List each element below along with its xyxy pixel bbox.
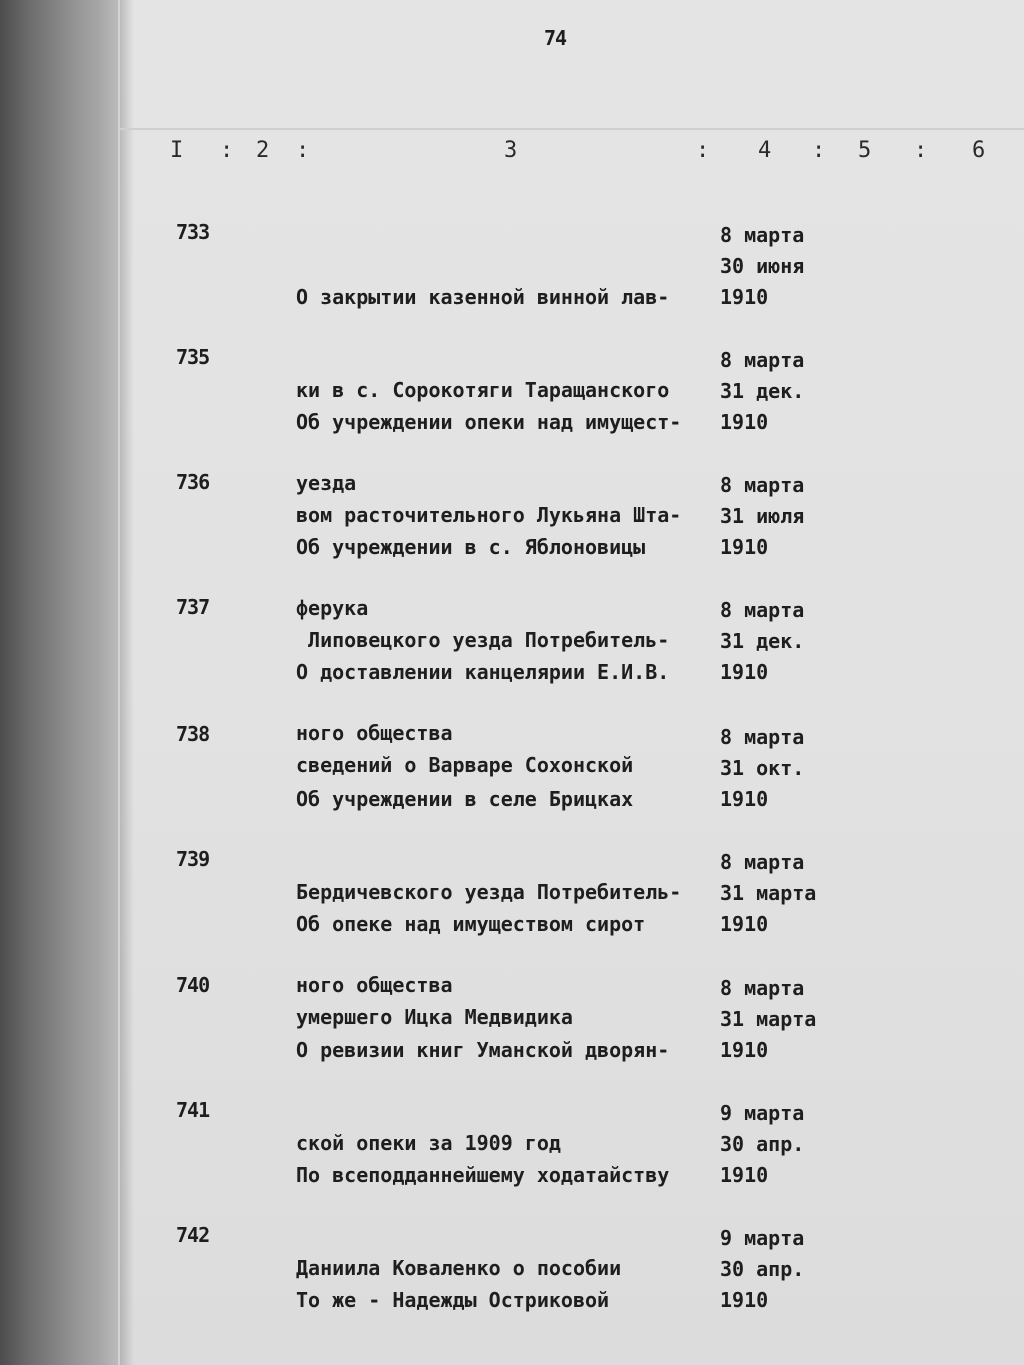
description-line: ки в с. Сорокотяги Таращанского bbox=[296, 378, 670, 402]
entry-description bbox=[296, 1223, 716, 1365]
entry-number: 736 bbox=[176, 470, 210, 494]
entry-dates bbox=[720, 595, 804, 688]
date-end: 31 дек. bbox=[720, 629, 805, 653]
column-header-5: 5 bbox=[858, 138, 872, 163]
column-separator: : bbox=[296, 138, 310, 163]
entry-number: 742 bbox=[176, 1223, 210, 1247]
entry-dates bbox=[720, 1098, 804, 1191]
column-separator: : bbox=[220, 138, 234, 163]
entry-number: 739 bbox=[176, 847, 210, 871]
date-start: 9 марта bbox=[720, 1226, 805, 1250]
description-line: Даниила Коваленко о пособии bbox=[296, 1256, 622, 1280]
date-end: 30 июня bbox=[720, 254, 805, 278]
entry-dates bbox=[720, 973, 816, 1066]
date-start: 8 марта bbox=[720, 473, 805, 497]
description-line: вом расточительного Лукьяна Шта- bbox=[296, 503, 682, 527]
description-line: О закрытии казенной винной лав- bbox=[296, 285, 670, 309]
document-page bbox=[120, 0, 1024, 1365]
date-start: 8 марта bbox=[720, 223, 805, 247]
column-header-3: 3 bbox=[504, 138, 518, 163]
facing-page-edge bbox=[0, 0, 118, 1365]
date-year: 1910 bbox=[720, 410, 769, 434]
date-year: 1910 bbox=[720, 285, 769, 309]
entry-dates bbox=[720, 1223, 804, 1316]
date-end: 30 апр. bbox=[720, 1257, 805, 1281]
entry-dates bbox=[720, 722, 804, 815]
description-line: ного общества bbox=[296, 973, 453, 997]
entry-dates bbox=[720, 220, 804, 313]
entry-number: 733 bbox=[176, 220, 210, 244]
column-header-1: I bbox=[170, 138, 184, 163]
entry-number: 741 bbox=[176, 1098, 210, 1122]
column-separator: : bbox=[914, 138, 928, 163]
date-end: 31 марта bbox=[720, 881, 817, 905]
description-line: сведений о Варваре Сохонской bbox=[296, 753, 634, 777]
date-end: 31 окт. bbox=[720, 756, 805, 780]
date-year: 1910 bbox=[720, 660, 769, 684]
entry-dates bbox=[720, 470, 804, 563]
entry-number: 738 bbox=[176, 722, 210, 746]
description-line: Об учреждении в селе Брицках bbox=[296, 787, 634, 811]
date-start: 8 марта bbox=[720, 598, 805, 622]
date-start: 8 марта bbox=[720, 348, 805, 372]
register-entry bbox=[120, 1223, 1024, 1333]
description-line: Липовецкого уезда Потребитель- bbox=[296, 628, 670, 652]
date-year: 1910 bbox=[720, 1038, 769, 1062]
entry-number: 735 bbox=[176, 345, 210, 369]
date-year: 1910 bbox=[720, 535, 769, 559]
column-header-2: 2 bbox=[256, 138, 270, 163]
entry-dates bbox=[720, 847, 816, 940]
date-start: 9 марта bbox=[720, 1101, 805, 1125]
date-year: 1910 bbox=[720, 787, 769, 811]
description-line: По всеподданнейшему ходатайству bbox=[296, 1163, 670, 1187]
column-header-4: 4 bbox=[758, 138, 772, 163]
page-number: 74 bbox=[544, 26, 567, 50]
date-year: 1910 bbox=[720, 1288, 769, 1312]
date-year: 1910 bbox=[720, 1163, 769, 1187]
date-start: 8 марта bbox=[720, 725, 805, 749]
description-line: О доставлении канцелярии Е.И.В. bbox=[296, 660, 670, 684]
column-header-6: 6 bbox=[972, 138, 986, 163]
description-line: Об опеке над имуществом сирот bbox=[296, 912, 646, 936]
description-line: ферука bbox=[296, 596, 369, 620]
date-end: 30 апр. bbox=[720, 1132, 805, 1156]
column-separator: : bbox=[812, 138, 826, 163]
date-end: 31 июля bbox=[720, 504, 805, 528]
description-line: ного общества bbox=[296, 721, 453, 745]
description-line: Об учреждении в с. Яблоновицы bbox=[296, 535, 646, 559]
description-line: умершего Ицка Медвидика bbox=[296, 1005, 573, 1029]
description-line: То же - Надежды Остриковой bbox=[296, 1288, 610, 1312]
date-start: 8 марта bbox=[720, 850, 805, 874]
date-end: 31 марта bbox=[720, 1007, 817, 1031]
description-line: О ревизии книг Уманской дворян- bbox=[296, 1038, 670, 1062]
entry-number: 740 bbox=[176, 973, 210, 997]
description-line: Бердичевского уезда Потребитель- bbox=[296, 880, 682, 904]
entry-dates bbox=[720, 345, 804, 438]
description-line: уезда bbox=[296, 471, 357, 495]
column-separator: : bbox=[696, 138, 710, 163]
date-end: 31 дек. bbox=[720, 379, 805, 403]
date-year: 1910 bbox=[720, 912, 769, 936]
header-rule bbox=[120, 128, 1024, 130]
description-line: ской опеки за 1909 год bbox=[296, 1131, 561, 1155]
entry-number: 737 bbox=[176, 595, 210, 619]
description-line: Об учреждении опеки над имущест- bbox=[296, 410, 682, 434]
date-start: 8 марта bbox=[720, 976, 805, 1000]
